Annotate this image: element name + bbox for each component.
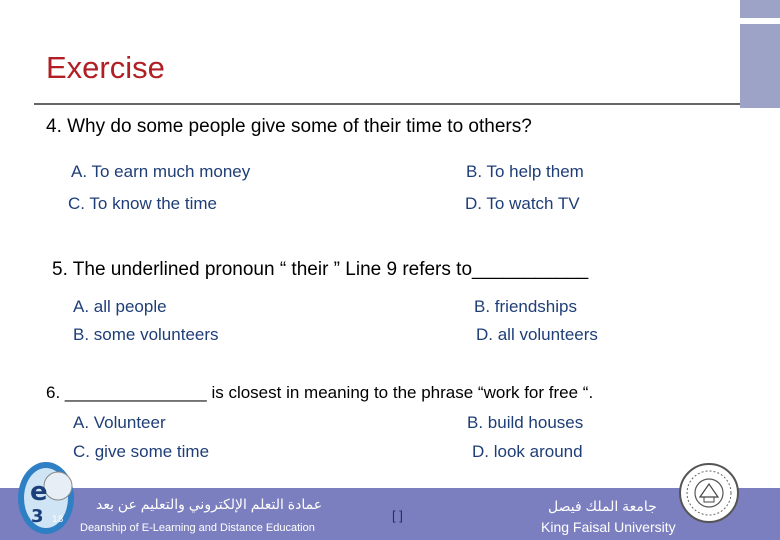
q4-option-c: C. To know the time — [68, 194, 217, 213]
q6-option-b: B. build houses — [467, 413, 584, 432]
svg-text:18: 18 — [52, 515, 64, 525]
corner-decoration — [740, 0, 780, 108]
university-english: King Faisal University — [541, 519, 676, 535]
page-marker: [ ] — [392, 508, 403, 523]
slide-title: Exercise — [46, 50, 165, 85]
q4-option-a: A. To earn much money — [71, 162, 251, 181]
title-divider — [34, 103, 740, 105]
question-5: 5. The underlined pronoun “ their ” Line 9 refers to___________ — [52, 259, 589, 280]
elearning-logo-icon — [16, 458, 78, 538]
footer-bar — [0, 488, 780, 540]
q5-option-b: B. friendships — [474, 297, 577, 316]
q4-option-d: D. To watch TV — [465, 194, 580, 213]
svg-text:3: 3 — [31, 506, 44, 527]
question-4: 4. Why do some people give some of their time to others? — [46, 116, 532, 137]
q6-option-a: A. Volunteer — [73, 413, 166, 432]
university-arabic: جامعة الملك فيصل — [548, 498, 657, 514]
university-seal-icon — [678, 462, 740, 524]
svg-text:e: e — [30, 477, 48, 507]
deanship-english: Deanship of E-Learning and Distance Education — [80, 522, 315, 534]
q5-option-c: B. some volunteers — [73, 325, 219, 344]
deanship-arabic: عمادة التعلم الإلكتروني والتعليم عن بعد — [96, 496, 323, 512]
q6-option-c: C. give some time — [73, 442, 210, 461]
q5-option-a: A. all people — [73, 297, 167, 316]
q6-option-d: D. look around — [472, 442, 583, 461]
q4-option-b: B. To help them — [466, 162, 584, 181]
question-6: 6. _______________ is closest in meaning to the phrase “work for free “. — [46, 383, 594, 402]
q5-option-d: D. all volunteers — [476, 325, 598, 344]
